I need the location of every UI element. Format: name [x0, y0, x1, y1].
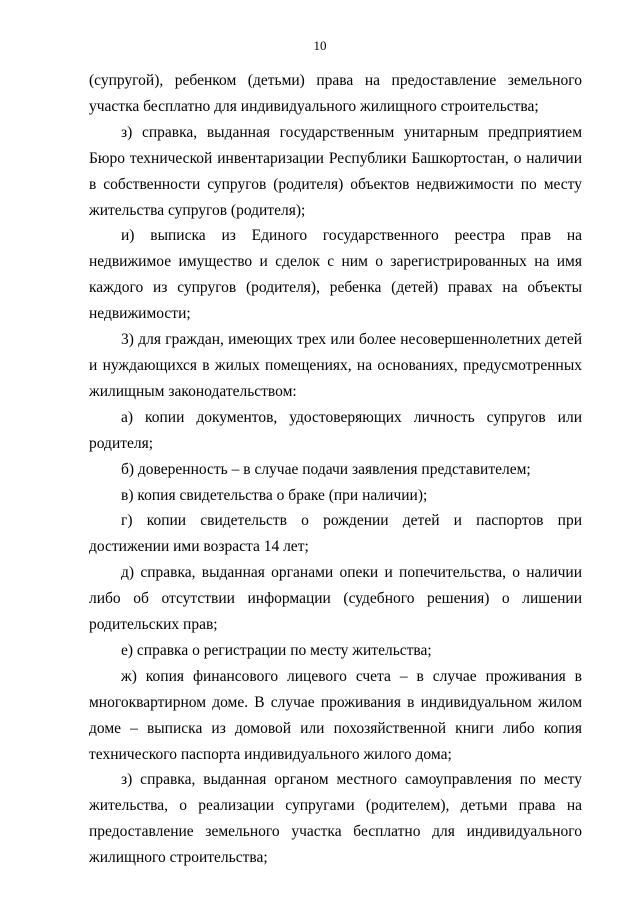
paragraph-item-a-identity-copies: а) копии документов, удостоверяющих личность супругов или родителя; — [89, 408, 582, 452]
paragraph-item-v-marriage-certificate: в) копия свидетельства о браке (при наличии); — [121, 486, 428, 504]
paragraph-item-b-power-of-attorney: б) доверенность – в случае подачи заявления представителем; — [121, 460, 531, 478]
paragraph-section-3-heading: 3) для граждан, имеющих трех или более несовершеннолетних детей и нуждающихся в жилых помещениях, на основаниях, предусмотренных жилищным законодательством: — [89, 331, 582, 400]
page-number: 10 — [313, 38, 327, 53]
paragraph-item-e-registration-certificate: е) справка о регистрации по месту жительства; — [121, 641, 432, 659]
paragraph-item-z-local-authority-certificate: з) справка, выданная органом местного самоуправления по месту жительства, о реализации супругами (родителем), детьми права на предоставление земельного участка бесплатно для индивидуального жилищного строительства; — [89, 771, 582, 867]
paragraph-continuation: (супругой), ребенком (детьми) права на предоставление земельного участка бесплатно для индивидуального жилищного строительства; — [89, 72, 582, 115]
paragraph-item-g-birth-certificates: г) копии свидетельств о рождении детей и паспортов при достижении ими возраста 14 лет; — [89, 512, 582, 556]
paragraph-item-zh-account-copy: ж) копия финансового лицевого счета – в случае проживания в многоквартирном доме. В случае проживания в индивидуальном жилом доме – выписка из домовой или похозяйственной книги либо копия технического паспорта индивидуального жилого дома; — [89, 667, 582, 763]
paragraph-item-d-guardianship-certificate: д) справка, выданная органами опеки и попечительства, о наличии либо об отсутствии информации (судебного решения) о лишении родительских прав; — [89, 564, 582, 634]
paragraph-item-i-registry-extract: и) выписка из Единого государственного реестра прав на недвижимое имущество и сделок с ним о зарегистрированных на имя каждого из супругов (родителя), ребенка (детей) правах на объекты недвижимости; — [89, 227, 582, 323]
paragraph-item-z-bti-certificate: з) справка, выданная государственным унитарным предприятием Бюро технической инвентаризации Республики Башкортостан, о наличии в собственности супругов (родителя) объектов недвижимости по месту жительства супругов (родителя); — [89, 123, 582, 219]
document-body — [89, 68, 582, 871]
